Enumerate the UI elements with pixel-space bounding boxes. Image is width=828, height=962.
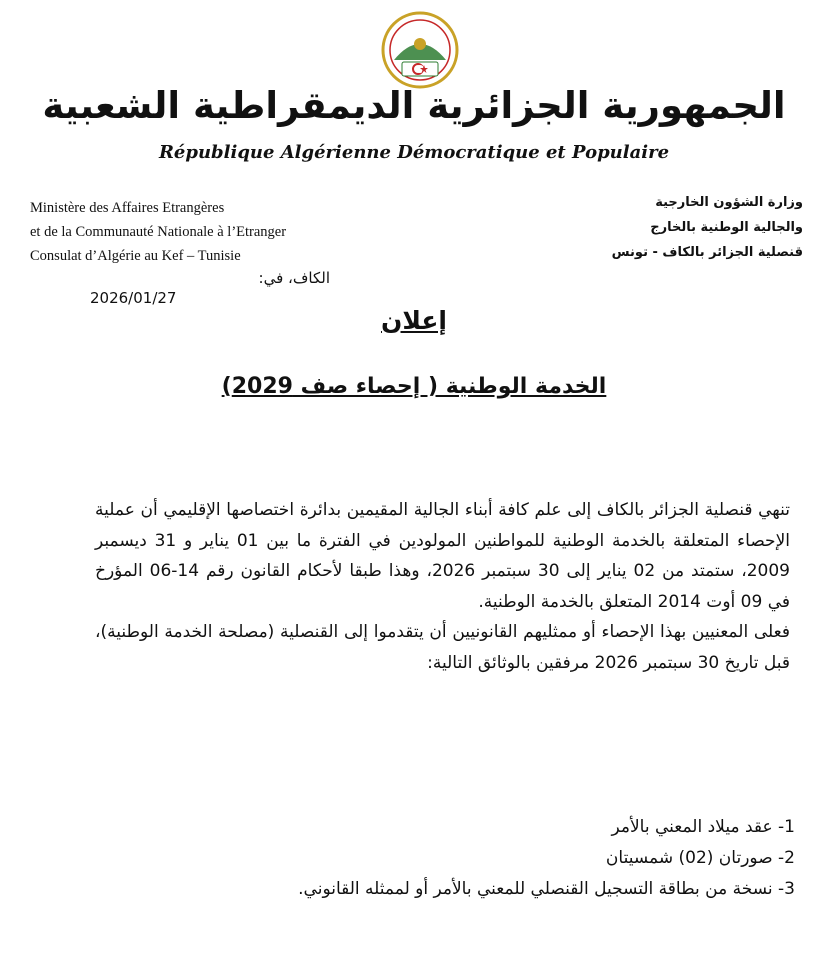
ministry-line: et de la Communauté Nationale à l’Etranger [30,224,287,240]
date-line [90,268,330,308]
required-documents-list [95,812,795,905]
list-item-text: صورتان (02) شمسيتان [605,848,773,868]
notice-title-text: إعلان [381,306,447,335]
list-item [95,812,795,843]
notice-title [0,306,828,335]
list-item-text: عقد ميلاد المعني بالأمر [611,817,773,837]
notice-body [95,495,790,678]
notice-subject-text: الخدمة الوطنية ( إحصاء صف 2029) [221,374,607,399]
list-item-text: نسخة من بطاقة التسجيل القنصلي للمعني بالأمر أو لممثله القانوني. [298,879,773,899]
date-label: الكاف، في: [258,269,330,287]
list-item-number: 1- [778,817,795,837]
emblem-seal-icon [380,10,460,90]
consulate-line: قنصلية الجزائر بالكاف - تونس [611,245,803,260]
date-value: 2026/01/27 [90,289,177,307]
republic-title-french: République Algérienne Démocratique et Populaire [158,142,670,163]
ministry-line: وزارة الشؤون الخارجية [655,195,803,210]
body-paragraph: تنهي قنصلية الجزائر بالكاف إلى علم كافة أبناء الجالية المقيمين بدائرة اختصاصها الإقليمي أن عملية الإحصاء المتعلقة بالخدمة الوطنية للمواطنين المولودين في الفترة ما بين 01 يناير و 31 ديسمبر 2009، ستمتد من 02 يناير إلى 30 سبتمبر 2026، وهذا طبقا لأحكام القانون رقم 14-06 المؤرخ في 09 أوت 2014 المتعلق بالخدمة الوطنية. [95,500,790,612]
ministry-block-arabic [473,190,803,265]
consulate-line: Consulat d’Algérie au Kef – Tunisie [30,248,241,264]
list-item [95,843,795,874]
ministry-line: والجالية الوطنية بالخارج [650,220,803,235]
ministry-block-french [30,196,390,268]
ministry-line: Ministère des Affaires Etrangères [30,200,225,216]
list-item-number: 3- [778,879,795,899]
list-item-number: 2- [778,848,795,868]
notice-subject [0,374,828,399]
list-item [95,874,795,905]
republic-title-arabic: الجمهورية الجزائرية الديمقراطية الشعبية [42,84,786,127]
national-emblem [380,10,460,90]
body-paragraph: فعلى المعنيين بهذا الإحصاء أو ممثليهم القانونيين أن يتقدموا إلى القنصلية (مصلحة الخدمة الوطنية)، قبل تاريخ 30 سبتمبر 2026 مرفقين بالوثائق التالية: [95,622,790,673]
